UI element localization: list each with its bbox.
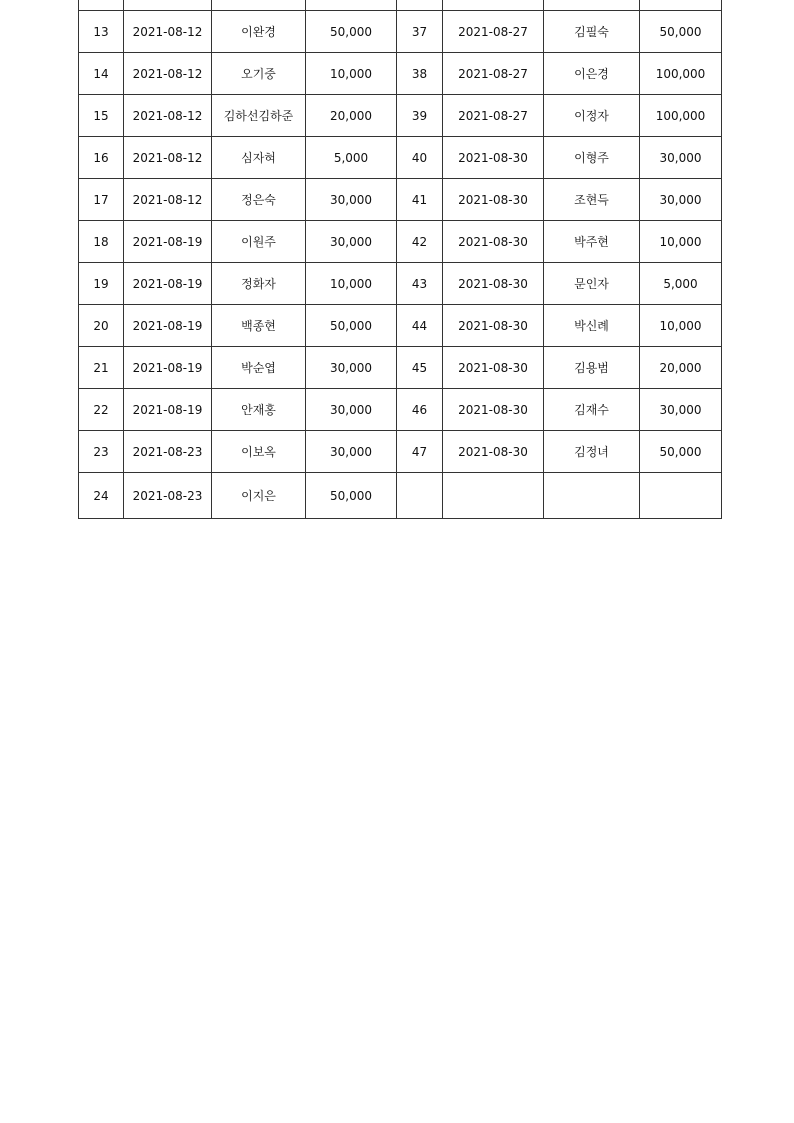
left-date-cell: 2021-08-12 [124, 179, 212, 221]
cell-continuation [212, 0, 306, 11]
left-date-cell: 2021-08-12 [124, 53, 212, 95]
left-amount-cell: 30,000 [306, 347, 397, 389]
right-no-cell [397, 473, 443, 519]
right-date-cell: 2021-08-27 [443, 53, 544, 95]
left-date-cell: 2021-08-19 [124, 263, 212, 305]
right-amount-cell: 50,000 [640, 11, 722, 53]
right-name-cell: 이은경 [544, 53, 640, 95]
right-amount-cell: 10,000 [640, 221, 722, 263]
left-no-cell: 22 [79, 389, 124, 431]
right-no-cell: 38 [397, 53, 443, 95]
left-name-cell: 이원주 [212, 221, 306, 263]
cell-continuation [544, 0, 640, 11]
right-name-cell: 김필숙 [544, 11, 640, 53]
right-no-cell: 44 [397, 305, 443, 347]
right-name-cell: 박신례 [544, 305, 640, 347]
left-name-cell: 이지은 [212, 473, 306, 519]
right-name-cell: 김용범 [544, 347, 640, 389]
left-no-cell: 23 [79, 431, 124, 473]
left-no-cell: 13 [79, 11, 124, 53]
left-date-cell: 2021-08-23 [124, 431, 212, 473]
right-no-cell: 39 [397, 95, 443, 137]
right-amount-cell: 10,000 [640, 305, 722, 347]
right-name-cell: 이정자 [544, 95, 640, 137]
left-amount-cell: 5,000 [306, 137, 397, 179]
left-name-cell: 이보옥 [212, 431, 306, 473]
table-row [79, 473, 722, 519]
left-date-cell: 2021-08-19 [124, 221, 212, 263]
right-date-cell: 2021-08-30 [443, 137, 544, 179]
table-row [79, 347, 722, 389]
table-row [79, 179, 722, 221]
left-name-cell: 김하선김하준 [212, 95, 306, 137]
left-date-cell: 2021-08-23 [124, 473, 212, 519]
right-amount-cell: 20,000 [640, 347, 722, 389]
left-name-cell: 박순엽 [212, 347, 306, 389]
left-amount-cell: 30,000 [306, 221, 397, 263]
left-no-cell: 21 [79, 347, 124, 389]
right-name-cell: 김정녀 [544, 431, 640, 473]
left-amount-cell: 30,000 [306, 179, 397, 221]
left-amount-cell: 10,000 [306, 263, 397, 305]
donation-table [78, 0, 722, 519]
right-no-cell: 45 [397, 347, 443, 389]
right-amount-cell [640, 473, 722, 519]
table-row [79, 389, 722, 431]
left-no-cell: 17 [79, 179, 124, 221]
cell-continuation [79, 0, 124, 11]
right-no-cell: 42 [397, 221, 443, 263]
right-amount-cell: 100,000 [640, 95, 722, 137]
right-date-cell: 2021-08-30 [443, 347, 544, 389]
right-name-cell: 김재수 [544, 389, 640, 431]
right-no-cell: 40 [397, 137, 443, 179]
left-name-cell: 이완경 [212, 11, 306, 53]
right-name-cell: 조현득 [544, 179, 640, 221]
right-amount-cell: 100,000 [640, 53, 722, 95]
right-date-cell: 2021-08-30 [443, 431, 544, 473]
cell-continuation [640, 0, 722, 11]
left-amount-cell: 50,000 [306, 305, 397, 347]
table-row [79, 263, 722, 305]
right-date-cell: 2021-08-27 [443, 11, 544, 53]
right-amount-cell: 30,000 [640, 179, 722, 221]
right-amount-cell: 30,000 [640, 389, 722, 431]
right-date-cell: 2021-08-30 [443, 221, 544, 263]
cell-continuation [124, 0, 212, 11]
left-name-cell: 오기중 [212, 53, 306, 95]
left-name-cell: 안재홍 [212, 389, 306, 431]
left-no-cell: 14 [79, 53, 124, 95]
table-row [79, 221, 722, 263]
table-row-top-continuation [79, 0, 722, 11]
right-amount-cell: 5,000 [640, 263, 722, 305]
right-no-cell: 43 [397, 263, 443, 305]
left-amount-cell: 20,000 [306, 95, 397, 137]
table-row [79, 11, 722, 53]
left-date-cell: 2021-08-12 [124, 11, 212, 53]
right-name-cell: 이형주 [544, 137, 640, 179]
cell-continuation [397, 0, 443, 11]
right-date-cell: 2021-08-27 [443, 95, 544, 137]
left-date-cell: 2021-08-12 [124, 137, 212, 179]
left-amount-cell: 30,000 [306, 431, 397, 473]
left-name-cell: 정은숙 [212, 179, 306, 221]
table-body [79, 0, 722, 519]
left-name-cell: 정화자 [212, 263, 306, 305]
right-date-cell: 2021-08-30 [443, 263, 544, 305]
left-date-cell: 2021-08-19 [124, 347, 212, 389]
left-no-cell: 15 [79, 95, 124, 137]
table-row [79, 95, 722, 137]
left-no-cell: 16 [79, 137, 124, 179]
right-name-cell: 문인자 [544, 263, 640, 305]
right-date-cell: 2021-08-30 [443, 389, 544, 431]
table-row [79, 431, 722, 473]
left-date-cell: 2021-08-19 [124, 305, 212, 347]
right-amount-cell: 50,000 [640, 431, 722, 473]
left-date-cell: 2021-08-12 [124, 95, 212, 137]
table-row [79, 305, 722, 347]
left-amount-cell: 10,000 [306, 53, 397, 95]
cell-continuation [306, 0, 397, 11]
left-no-cell: 19 [79, 263, 124, 305]
left-no-cell: 24 [79, 473, 124, 519]
right-no-cell: 46 [397, 389, 443, 431]
left-no-cell: 18 [79, 221, 124, 263]
cell-continuation [443, 0, 544, 11]
left-no-cell: 20 [79, 305, 124, 347]
right-name-cell [544, 473, 640, 519]
left-amount-cell: 50,000 [306, 11, 397, 53]
right-date-cell: 2021-08-30 [443, 179, 544, 221]
left-name-cell: 심자혀 [212, 137, 306, 179]
right-name-cell: 박주현 [544, 221, 640, 263]
right-date-cell: 2021-08-30 [443, 305, 544, 347]
right-no-cell: 47 [397, 431, 443, 473]
left-date-cell: 2021-08-19 [124, 389, 212, 431]
right-no-cell: 37 [397, 11, 443, 53]
table-row [79, 137, 722, 179]
left-amount-cell: 30,000 [306, 389, 397, 431]
right-no-cell: 41 [397, 179, 443, 221]
right-date-cell [443, 473, 544, 519]
table-row [79, 53, 722, 95]
left-amount-cell: 50,000 [306, 473, 397, 519]
left-name-cell: 백종현 [212, 305, 306, 347]
right-amount-cell: 30,000 [640, 137, 722, 179]
